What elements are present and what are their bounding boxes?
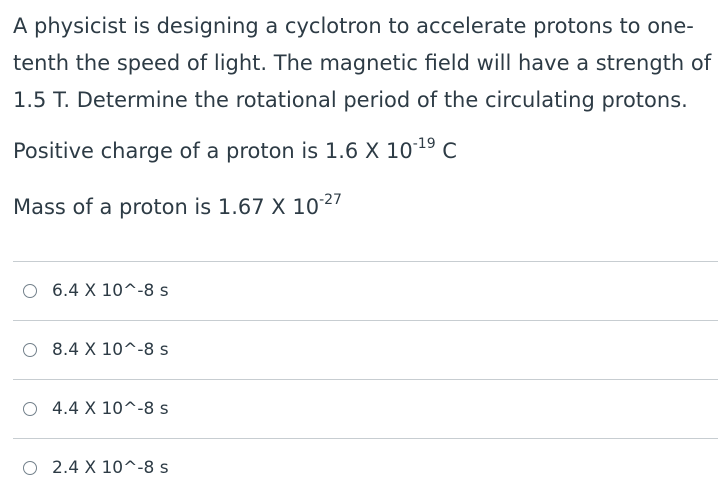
radio-button-icon[interactable] bbox=[23, 402, 37, 416]
proton-charge-line bbox=[13, 136, 457, 163]
answer-list bbox=[13, 261, 718, 497]
answer-option-4[interactable] bbox=[13, 438, 718, 497]
answer-option-1[interactable] bbox=[13, 261, 718, 320]
radio-button-icon[interactable] bbox=[23, 284, 37, 298]
mass-exponent: -27 bbox=[319, 192, 342, 208]
answer-option-3[interactable] bbox=[13, 379, 718, 438]
radio-button-icon[interactable] bbox=[23, 343, 37, 357]
charge-unit: C bbox=[435, 139, 457, 163]
charge-text: Positive charge of a proton is 1.6 X 10 bbox=[13, 139, 413, 163]
answer-label: 2.4 X 10^-8 s bbox=[52, 458, 169, 478]
proton-mass-line bbox=[13, 192, 342, 219]
answer-label: 6.4 X 10^-8 s bbox=[52, 281, 169, 301]
answer-label: 8.4 X 10^-8 s bbox=[52, 340, 169, 360]
answer-label: 4.4 X 10^-8 s bbox=[52, 399, 169, 419]
mass-text: Mass of a proton is 1.67 X 10 bbox=[13, 195, 320, 219]
question-text: A physicist is designing a cyclotron to accelerate protons to one-tenth the speed of light. The magnetic field will have a strength of 1.5 T. Determine the rotational period of the circulating protons. bbox=[13, 14, 712, 112]
charge-exponent: -19 bbox=[412, 136, 436, 152]
question-block bbox=[13, 8, 713, 219]
radio-button-icon[interactable] bbox=[23, 461, 37, 475]
answer-option-2[interactable] bbox=[13, 320, 718, 379]
